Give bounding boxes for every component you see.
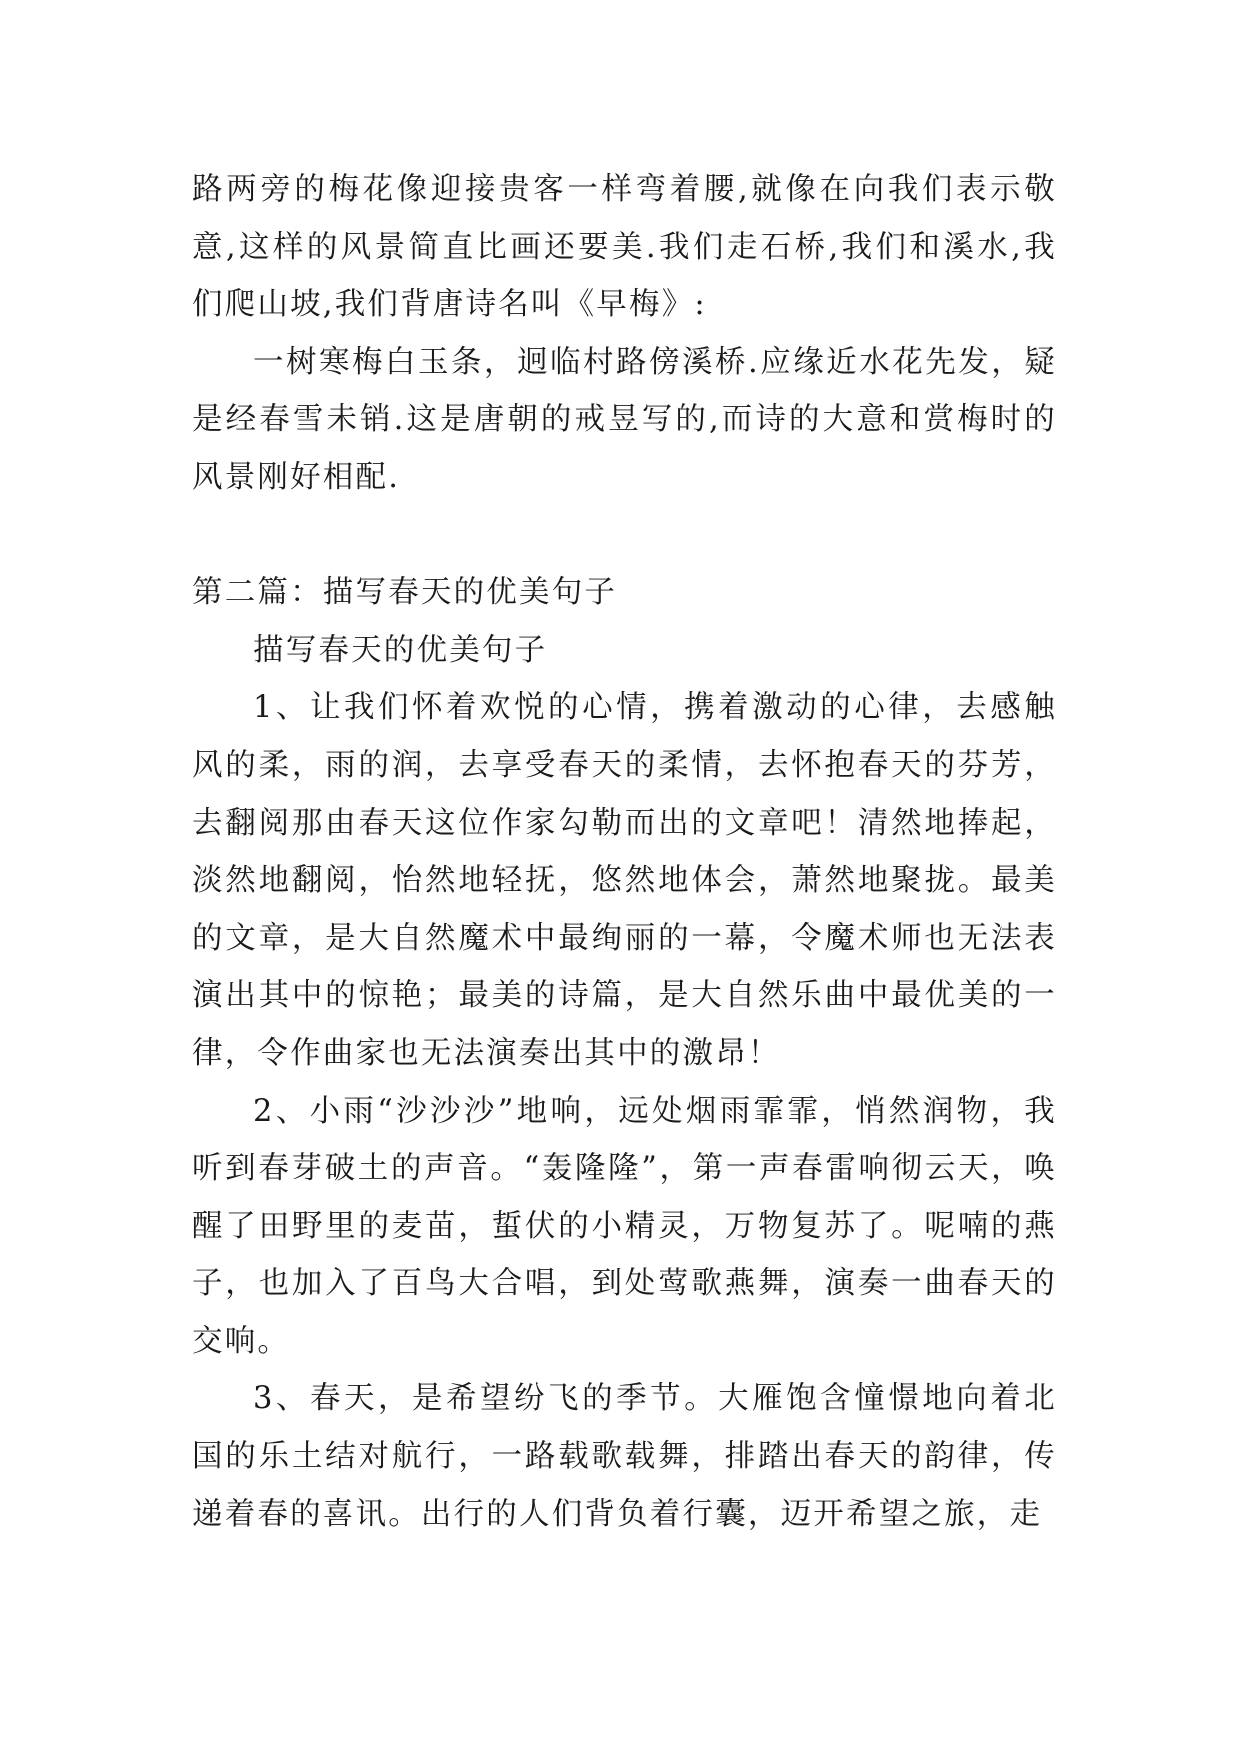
list-item-2: 2、小雨“沙沙沙”地响，远处烟雨霏霏，悄然润物，我听到春芽破土的声音。“轰隆隆”，第一声春雷响彻云天，唤醒了田野里的麦苗，蜇伏的小精灵，万物复苏了。呢喃的燕子，也加入了百鸟大合唱，到处莺歌燕舞，演奏一曲春天的交响。 — [192, 1093, 1057, 1359]
paragraph-plum-blossom-road: 路两旁的梅花像迎接贵客一样弯着腰,就像在向我们表示敬意,这样的风景简直比画还要美.我们走石桥,我们和溪水,我们爬山坡,我们背唐诗名叫《早梅》: — [192, 172, 1057, 323]
document-body — [192, 161, 1057, 1543]
paragraph-early-plum-poem: 一树寒梅白玉条，迥临村路傍溪桥.应缘近水花先发，疑是经春雪未销.这是唐朝的戒昱写的,而诗的大意和赏梅时的风景刚好相配. — [192, 344, 1057, 495]
list-item-3: 3、春天，是希望纷飞的季节。大雁饱含憧憬地向着北国的乐土结对航行，一路载歌载舞，排踏出春天的韵律，传递着春的喜讯。出行的人们背负着行囊，迈开希望之旅，走 — [192, 1381, 1057, 1532]
section-spacer — [192, 507, 1057, 565]
list-item-1: 1、让我们怀着欢悦的心情，携着激动的心律，去感触风的柔，雨的润，去享受春天的柔情，去怀抱春天的芬芳，去翻阅那由春天这位作家勾勒而出的文章吧！清然地捧起，淡然地翻阅，怡然地轻抚，悠然地体会，萧然地聚拢。最美的文章，是大自然魔术中最绚丽的一幕，令魔术师也无法表演出其中的惊艳；最美的诗篇，是大自然乐曲中最优美的一律，令作曲家也无法演奏出其中的激昂！ — [192, 690, 1057, 1071]
section-subtitle: 描写春天的优美句子 — [253, 632, 548, 668]
section-heading: 第二篇：描写春天的优美句子 — [192, 575, 618, 611]
